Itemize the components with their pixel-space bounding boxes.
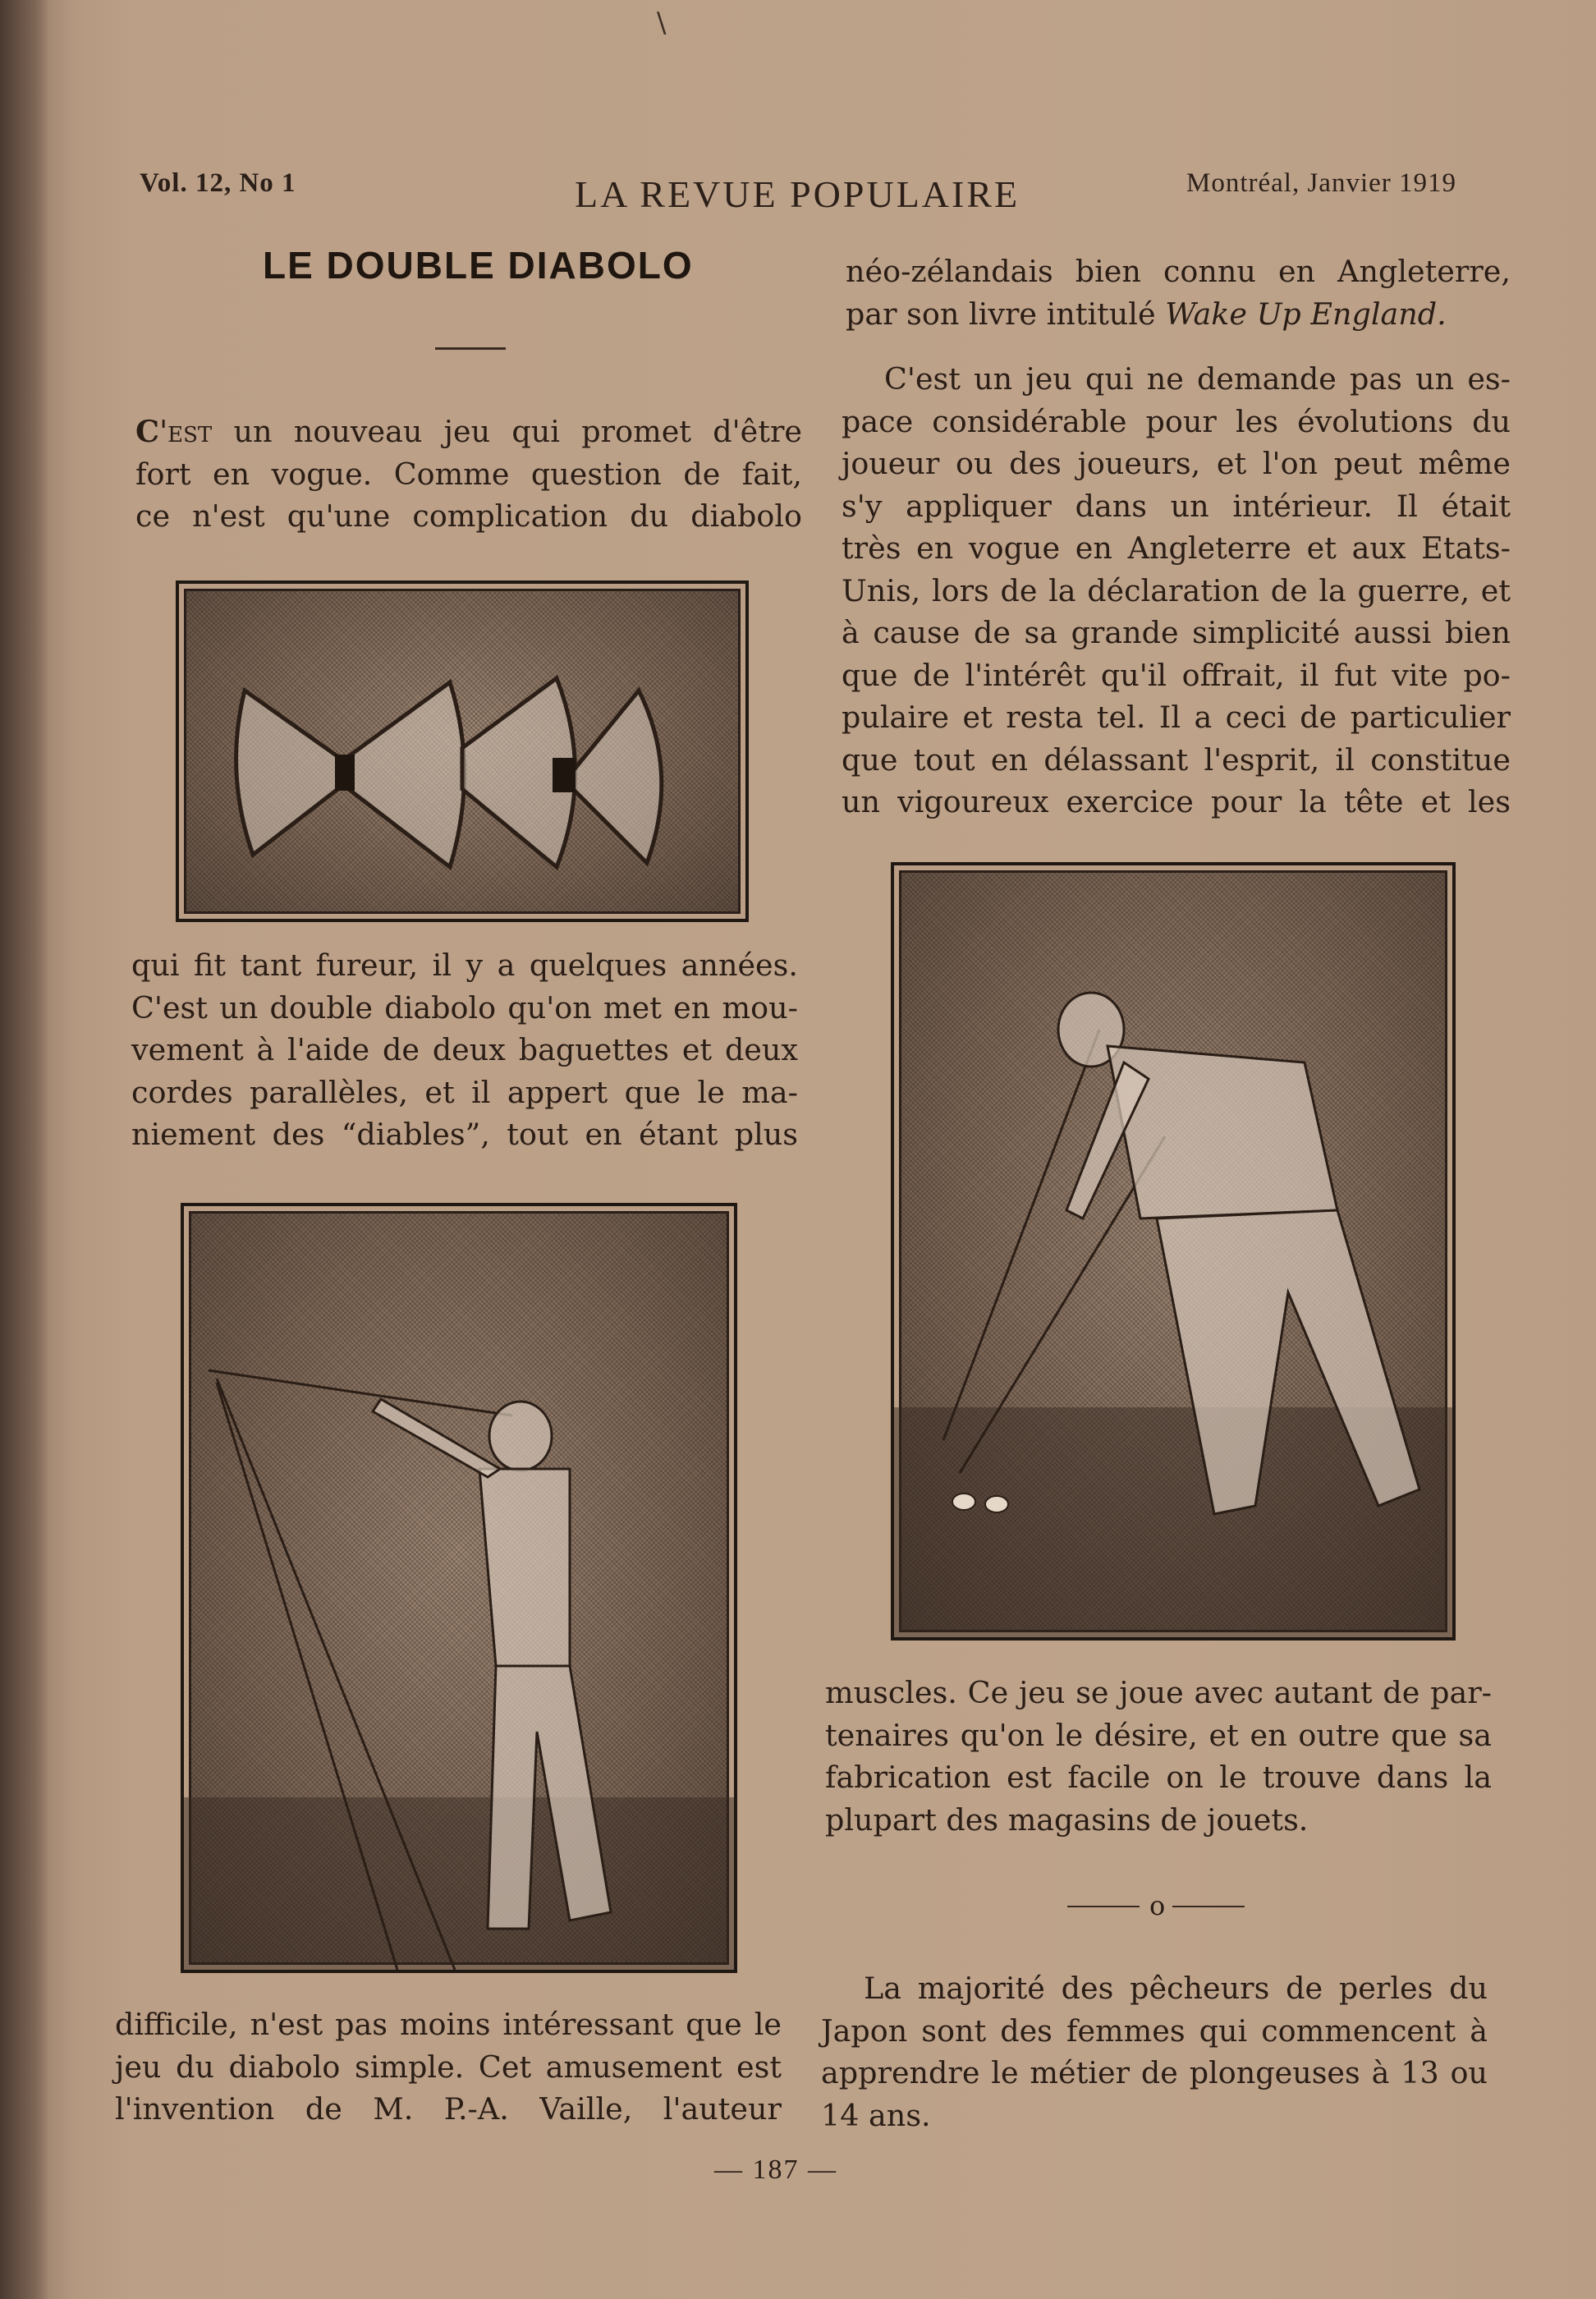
text-line: C'est un jeu qui ne demande pas un es- (884, 361, 1511, 397)
photo-double-diabolo (176, 580, 749, 922)
photo-player-left (181, 1203, 737, 1973)
text-line: s'y appliquer dans un intérieur. Il était (842, 488, 1511, 524)
article-title: LE DOUBLE DIABOLO (263, 244, 694, 287)
photo-player-right (891, 862, 1456, 1641)
text-line: un vigoureux exercice pour la tête et les (842, 784, 1511, 819)
text-line: vement à l'aide de deux baguettes et deux (131, 1032, 798, 1067)
text-line: joueur ou des joueurs, et l'on peut même (842, 446, 1511, 481)
text-line: très en vogue en Angleterre et aux Etats- (842, 530, 1511, 566)
text-line: 14 ans. (821, 2097, 931, 2133)
text-line-rest: un nouveau jeu qui promet d'être (212, 414, 802, 449)
book-title: Wake Up England. (1165, 296, 1447, 332)
player-illustration (184, 1206, 734, 1970)
small-caps-word: 'est (159, 414, 213, 449)
text-line: l'invention de M. P.-A. Vaille, l'auteur (115, 2091, 782, 2127)
right-column-top-text (846, 250, 1511, 335)
double-diabolo-illustration (179, 584, 745, 919)
book-spine-shadow (0, 0, 49, 2299)
text-line: jeu du diabolo simple. Cet amusement est (115, 2049, 782, 2085)
text-line: cordes parallèles, et il appert que le ma- (131, 1074, 798, 1110)
text-line: La majorité des pêcheurs de perles du (864, 1971, 1488, 2006)
text-line-part: par son livre intitulé (846, 296, 1166, 332)
right-column-main-text (842, 358, 1511, 824)
text-line: muscles. Ce jeu se joue avec autant de par- (825, 1675, 1492, 1710)
text-line (846, 293, 1511, 336)
separator-ornament: o (1149, 1890, 1166, 1921)
text-line: que tout en délassant l'esprit, il constitue (842, 741, 1511, 778)
issue-date: Montréal, Janvier 1919 (1186, 168, 1457, 198)
text-line: ce n'est qu'une complication du diabolo (135, 498, 802, 534)
left-column-middle-text (131, 944, 798, 1156)
text-line: fort en vogue. Comme question de fait, (135, 456, 802, 492)
ink-mark: \ (657, 7, 667, 39)
publication-title: LA REVUE POPULAIRE (575, 173, 1020, 215)
text-line: plupart des magasins de jouets. (825, 1801, 1309, 1838)
text-line: tenaires qu'on le désire, et en outre que sa (825, 1717, 1492, 1753)
text-line: Unis, lors de la déclaration de la guerre, et (842, 572, 1511, 608)
player-illustration (894, 865, 1452, 1637)
text-line: à cause de sa grande simplicité aussi bien (842, 615, 1511, 650)
text-line: niement des “diables”, tout en étant plus (131, 1117, 798, 1152)
text-line: que de l'intérêt qu'il offrait, il fut vite po- (842, 657, 1511, 693)
text-line: qui fit tant fureur, il y a quelques années. (131, 948, 798, 983)
text-line: difficile, n'est pas moins intéressant que le (115, 2007, 782, 2042)
title-rule (435, 347, 506, 350)
text-line: Japon sont des femmes qui commencent à (821, 2012, 1488, 2049)
text-line: fabrication est facile on le trouve dans la (825, 1760, 1492, 1795)
text-line: pulaire et resta tel. Il a ceci de particulier (842, 700, 1511, 735)
drop-initial: C (135, 414, 160, 449)
text-line: C'est un double diabolo qu'on met en mou- (131, 989, 798, 1026)
text-line: apprendre le métier de plongeuses à 13 ou (821, 2055, 1488, 2090)
separator-rule-left (1067, 1906, 1140, 1907)
note-text (821, 1967, 1488, 2136)
text-line (135, 411, 802, 453)
text-line: pace considérable pour les évolutions du (842, 403, 1511, 439)
left-column-top-text (135, 411, 802, 538)
page-number: — 187 — (714, 2154, 837, 2185)
volume-number: Vol. 12, No 1 (140, 168, 296, 198)
right-column-bottom-text (825, 1672, 1492, 1841)
text-line: néo-zélandais bien connu en Angleterre, (846, 254, 1511, 289)
separator-rule-right (1172, 1906, 1245, 1907)
left-column-bottom-text (115, 2003, 782, 2131)
